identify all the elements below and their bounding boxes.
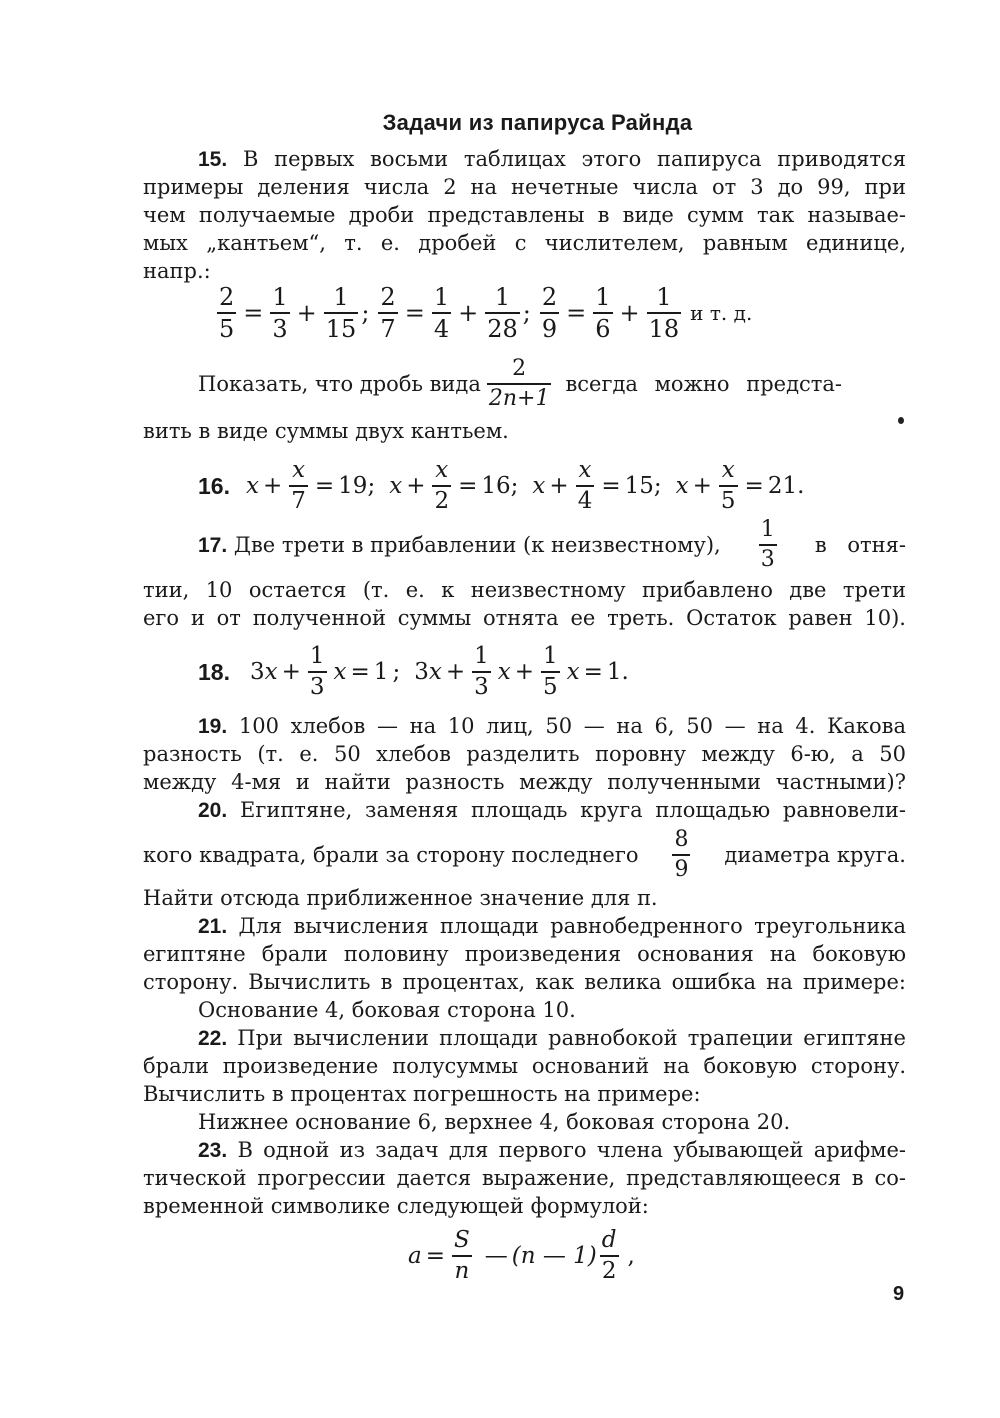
fraction: $\frac{1}{6}$ — [595, 283, 611, 343]
fraction: $\frac{1}{3}$ — [474, 643, 489, 700]
fraction: $\frac{1}{3}$ — [309, 643, 325, 700]
problem-20-line-1: 20. Египтяне, заменяя площадь круга площадью равновели- — [198, 798, 906, 822]
problem-18-equations: 18. 3 x + $\frac{1}{3}$ x = 1 ; 3 x + $\frac{1}{3}$ x + $\frac{1}{5}$ x = 1 . — [198, 643, 629, 700]
problem-22-line-3: Вычислить в процентах погрешность на примере: — [143, 1082, 701, 1106]
fraction: $\frac{2}{5}$ — [219, 283, 235, 343]
fraction-eight-ninths: $\frac{8}{9}$ — [674, 827, 689, 882]
problem-20-line-2: кого квадрата, брали за сторону последнего $\frac{8}{9}$ диаметра круга. — [143, 827, 906, 882]
problem-18-number: 18. — [198, 658, 230, 685]
problem-19-number: 19. — [198, 715, 228, 738]
fraction-one-third: $\frac{1}{3}$ — [760, 517, 775, 572]
problem-21-number: 21. — [198, 915, 228, 938]
fraction: $\frac{1}{28}$ — [487, 283, 518, 343]
problem-20-line-3: Найти отсюда приближенное значение для π. — [143, 886, 658, 910]
problem-19-line-2: разность (т. е. 50 хлебов разделить поровну между 6-ю, а 50 — [143, 742, 906, 766]
problem-17-line-1: 17. Две трети в прибавлении (к неизвестному), $\frac{1}{3}$ в отня- — [198, 517, 906, 572]
fraction: $\frac{2}{9}$ — [541, 283, 558, 343]
problem-15-formula: $\frac{2}{5}$ = $\frac{1}{3}$ + $\frac{1}{15}$ ; $\frac{2}{7}$ = $\frac{1}{4}$ + $\frac{1}{28}$ ; $\frac{2}{9}$ = $\frac{1}{6}$ + $\frac{1}{18}$ и т. д. — [219, 283, 753, 343]
problem-22-line-2: брали произведение полусуммы оснований на боковую сторону. — [143, 1054, 906, 1078]
problem-19-line-3: между 4-мя и найти разность между полученными частными)? — [143, 770, 906, 794]
problem-23-line-1: 23. В одной из задач для первого члена убывающей арифме- — [198, 1138, 906, 1162]
problem-15-show-line: Показать, что дробь вида $\frac{2}{2n+1}$ всегда можно предста- — [198, 356, 842, 411]
section-title: Задачи из папируса Райнда — [382, 110, 693, 135]
fraction: $\frac{x}{2}$ — [434, 457, 450, 514]
problem-17-line-2: тии, 10 остается (т. е. к неизвестному прибавлено две трети — [143, 578, 906, 602]
problem-21-line-3: сторону. Вычислить в процентах, как велика ошибка на примере: — [143, 970, 906, 994]
problem-15-line-5: напр.: — [143, 259, 211, 283]
problem-22-number: 22. — [198, 1027, 228, 1050]
problem-21-line-1: 21. Для вычисления площади равнобедренного треугольника — [198, 914, 906, 938]
fraction: $\frac{x}{7}$ — [291, 457, 306, 514]
problem-23-line-2: тической прогрессии дается выражение, представляющееся в со- — [143, 1166, 906, 1190]
problem-22-line-1: 22. При вычислении площади равнобокой трапеции египтяне — [198, 1026, 906, 1050]
problem-23-line-3: временной символике следующей формулой: — [143, 1194, 649, 1218]
problem-23-formula: a = $\frac{S}{n}$ — (n — 1) $\frac{d}{2}$ , — [408, 1227, 635, 1284]
formula-tail: и т. д. — [690, 301, 753, 325]
problem-21-line-4: Основание 4, боковая сторона 10. — [198, 998, 576, 1022]
problem-16-equations: 16. x + $\frac{x}{7}$ = 19 ; x + $\frac{x}{2}$ = 16 ; x + $\frac{x}{4}$ = 15 ; x + $\frac{x}{5}$ = 21 . — [198, 457, 805, 514]
problem-15-line-3: чем получаемые дроби представлены в виде сумм так называе- — [143, 203, 906, 227]
fraction: $\frac{x}{4}$ — [577, 457, 593, 514]
problem-17-line-3: его и от полученной суммы отнята ее треть. Остаток равен 10). — [143, 606, 906, 630]
fraction-2-over-2n-plus-1: $\frac{2}{2n+1}$ — [488, 356, 550, 411]
problem-21-line-2: египтяне брали половину произведения основания на боковую — [143, 942, 906, 966]
problem-23-number: 23. — [198, 1139, 228, 1162]
problem-15-line-1: 15. В первых восьми таблицах этого папируса приводятся — [198, 147, 906, 171]
fraction: $\frac{1}{4}$ — [433, 283, 450, 343]
problem-17-number: 17. — [198, 533, 228, 557]
fraction-d-over-2: $\frac{d}{2}$ — [601, 1227, 617, 1284]
fraction: $\frac{1}{5}$ — [543, 643, 558, 700]
problem-22-line-4: Нижнее основание 6, верхнее 4, боковая сторона 20. — [198, 1110, 791, 1134]
fraction-S-over-n: $\frac{S}{n}$ — [454, 1227, 470, 1284]
problem-19-line-1: 19. 100 хлебов — на 10 лиц, 50 — на 6, 50 — на 4. Какова — [198, 714, 906, 738]
problem-15-number: 15. — [198, 148, 228, 171]
fraction: $\frac{1}{15}$ — [325, 283, 357, 343]
problem-15-line-2: примеры деления числа 2 на нечетные числа от 3 до 99, при — [143, 175, 906, 199]
problem-20-number: 20. — [198, 799, 228, 822]
fraction: $\frac{2}{7}$ — [380, 283, 396, 343]
fraction: $\frac{1}{3}$ — [272, 283, 288, 343]
print-speck — [898, 417, 904, 424]
fraction: $\frac{1}{18}$ — [648, 283, 680, 343]
fraction: $\frac{x}{5}$ — [720, 457, 736, 514]
problem-15-line-4: мых „кантьем“, т. е. дробей с числителем, равным единице, — [143, 231, 906, 255]
page-number: 9 — [893, 1283, 905, 1305]
problem-15-show-line-2: вить в виде суммы двух кантьем. — [143, 419, 509, 443]
problem-16-number: 16. — [198, 472, 230, 499]
